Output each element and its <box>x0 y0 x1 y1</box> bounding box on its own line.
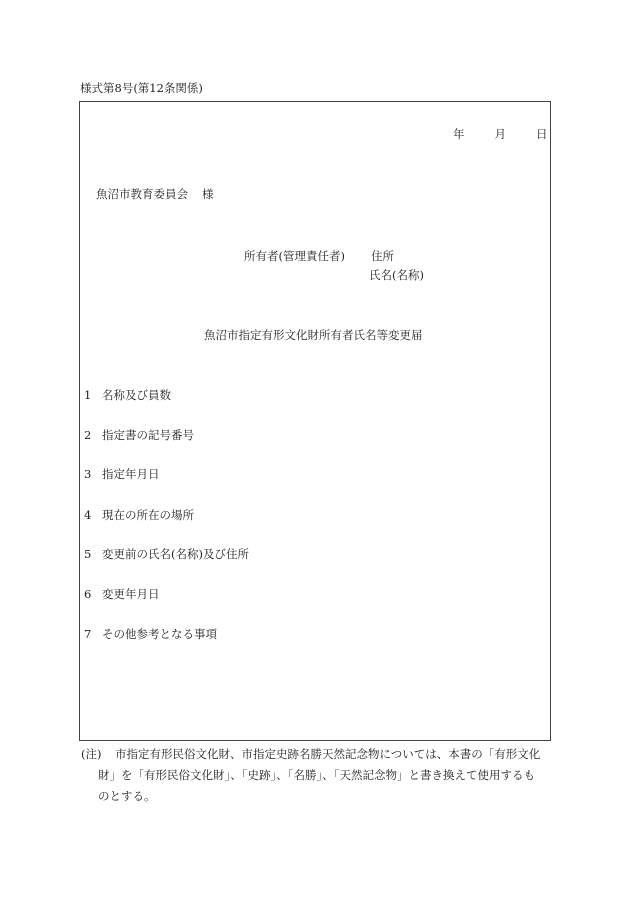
item-6 <box>84 586 160 602</box>
item-number: 3 <box>84 467 92 481</box>
item-4 <box>84 507 194 523</box>
item-number: 2 <box>84 428 92 442</box>
form-header: 様式第8号(第12条関係) <box>80 81 203 95</box>
date-line <box>453 126 548 142</box>
addressee-name: 魚沼市教育委員会 <box>96 187 188 201</box>
item-label: 変更前の氏名(名称)及び住所 <box>102 547 249 561</box>
item-2 <box>84 427 194 443</box>
item-number: 1 <box>84 388 92 402</box>
document-title: 魚沼市指定有形文化財所有者氏名等変更届 <box>204 328 423 342</box>
item-label: 名称及び員数 <box>102 388 171 402</box>
item-label: その他参考となる事項 <box>102 627 217 641</box>
owner-address-label: 住所 <box>371 249 394 263</box>
addressee-honorific: 様 <box>202 187 214 201</box>
item-number: 5 <box>84 547 92 561</box>
item-7 <box>84 626 217 642</box>
item-1 <box>84 387 171 403</box>
item-label: 指定年月日 <box>102 467 160 481</box>
item-5 <box>84 546 249 562</box>
date-day-label: 日 <box>536 127 548 141</box>
owner-name-label: 氏名(名称) <box>369 268 424 282</box>
footnote-line-3: のとする。 <box>98 789 156 803</box>
item-3 <box>84 466 160 482</box>
footnote-line-2: 財」を「有形民俗文化財」、「史跡」、「名勝」、「天然記念物」と書き換えて使用するも <box>98 768 535 782</box>
item-number: 6 <box>84 587 92 601</box>
date-month-label: 月 <box>494 127 506 141</box>
item-label: 現在の所在の場所 <box>102 508 194 522</box>
item-number: 7 <box>84 627 92 641</box>
addressee <box>96 186 214 202</box>
footnote-body <box>98 744 551 807</box>
footnote-line-1: 市指定有形民俗文化財、市指定史跡名勝天然記念物については、本書の「有形文化 <box>115 747 541 761</box>
owner-title: 所有者(管理責任者) <box>244 249 345 263</box>
item-label: 指定書の記号番号 <box>102 428 194 442</box>
date-year-label: 年 <box>453 127 465 141</box>
item-number: 4 <box>84 508 92 522</box>
item-label: 変更年月日 <box>102 587 160 601</box>
footnote-lead: (注) <box>81 747 102 761</box>
